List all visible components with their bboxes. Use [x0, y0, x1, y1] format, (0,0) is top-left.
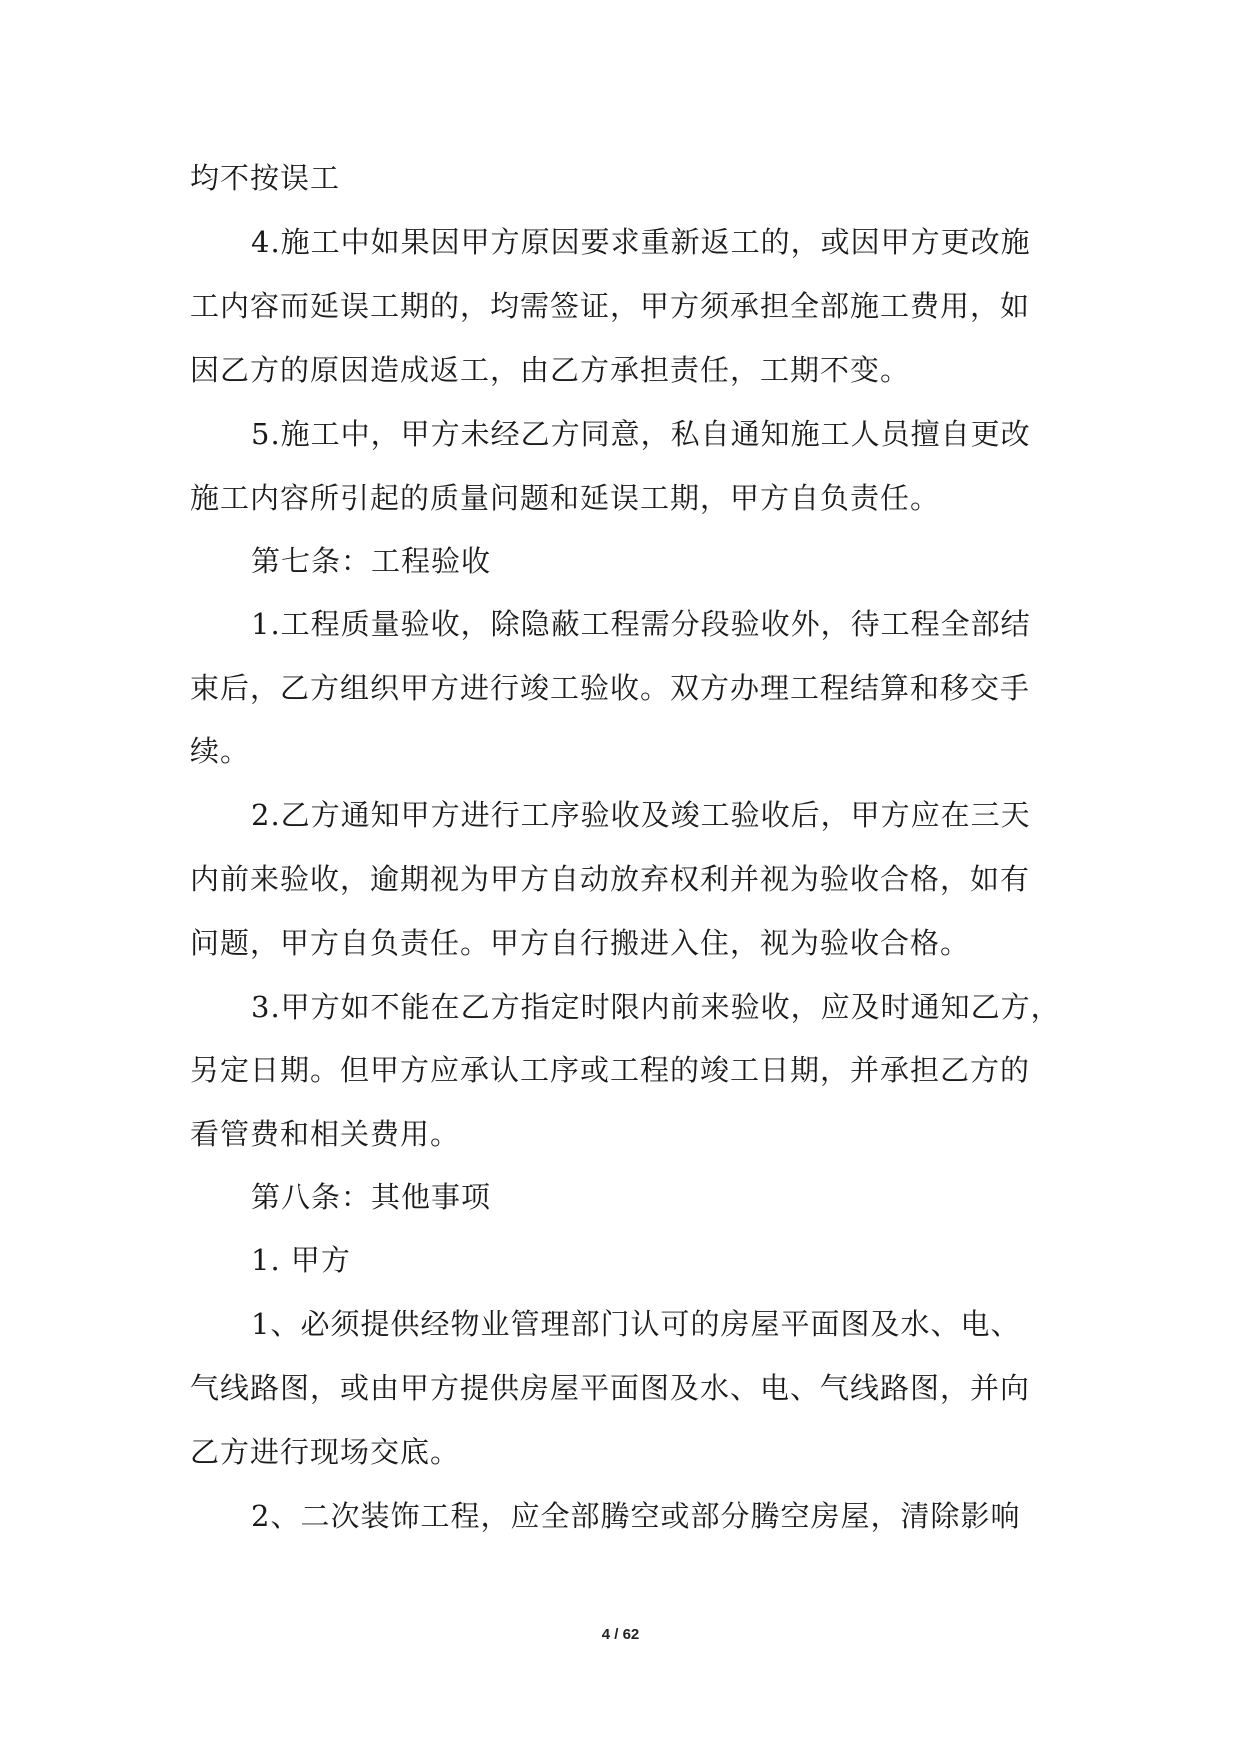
section-heading: 第七条：工程验收: [251, 544, 492, 578]
text-line: 2.乙方通知甲方进行工序验收及竣工验收后，甲方应在三天: [251, 798, 1031, 832]
text-line: 5.施工中，甲方未经乙方同意，私自通知施工人员擅自更改: [251, 417, 1031, 451]
text-line: 工内容而延误工期的，均需签证，甲方须承担全部施工费用，如: [190, 289, 1031, 323]
text-line: 因乙方的原因造成返工，由乙方承担责任，工期不变。: [190, 353, 911, 387]
page-number: 4 / 62: [601, 1626, 640, 1643]
section-heading: 第八条：其他事项: [251, 1180, 492, 1214]
text-line: 续。: [190, 734, 251, 768]
text-line: 问题，甲方自负责任。甲方自行搬进入住，视为验收合格。: [190, 926, 971, 960]
text-line: 气线路图，或由甲方提供房屋平面图及水、电、气线路图，并向: [190, 1371, 1031, 1405]
text-line: 1. 甲方: [251, 1243, 351, 1277]
text-line: 4.施工中如果因甲方原因要求重新返工的，或因甲方更改施: [251, 225, 1031, 259]
text-line: 施工内容所引起的质量问题和延误工期，甲方自负责任。: [190, 481, 941, 515]
text-line: 看管费和相关费用。: [190, 1117, 461, 1151]
text-line: 乙方进行现场交底。: [190, 1435, 461, 1469]
text-line: 1.工程质量验收，除隐蔽工程需分段验收外，待工程全部结: [251, 607, 1031, 641]
text-line: 另定日期。但甲方应承认工序或工程的竣工日期，并承担乙方的: [190, 1053, 1031, 1087]
text-line: 1、必须提供经物业管理部门认可的房屋平面图及水、电、: [251, 1307, 1021, 1341]
text-line: 均不按误工: [190, 161, 341, 195]
text-line: 3.甲方如不能在乙方指定时限内前来验收，应及时通知乙方，: [251, 990, 1061, 1024]
text-line: 2、二次装饰工程，应全部腾空或部分腾空房屋，清除影响: [251, 1499, 1021, 1533]
text-line: 内前来验收，逾期视为甲方自动放弃权利并视为验收合格，如有: [190, 862, 1031, 896]
text-line: 束后，乙方组织甲方进行竣工验收。双方办理工程结算和移交手: [190, 671, 1031, 705]
